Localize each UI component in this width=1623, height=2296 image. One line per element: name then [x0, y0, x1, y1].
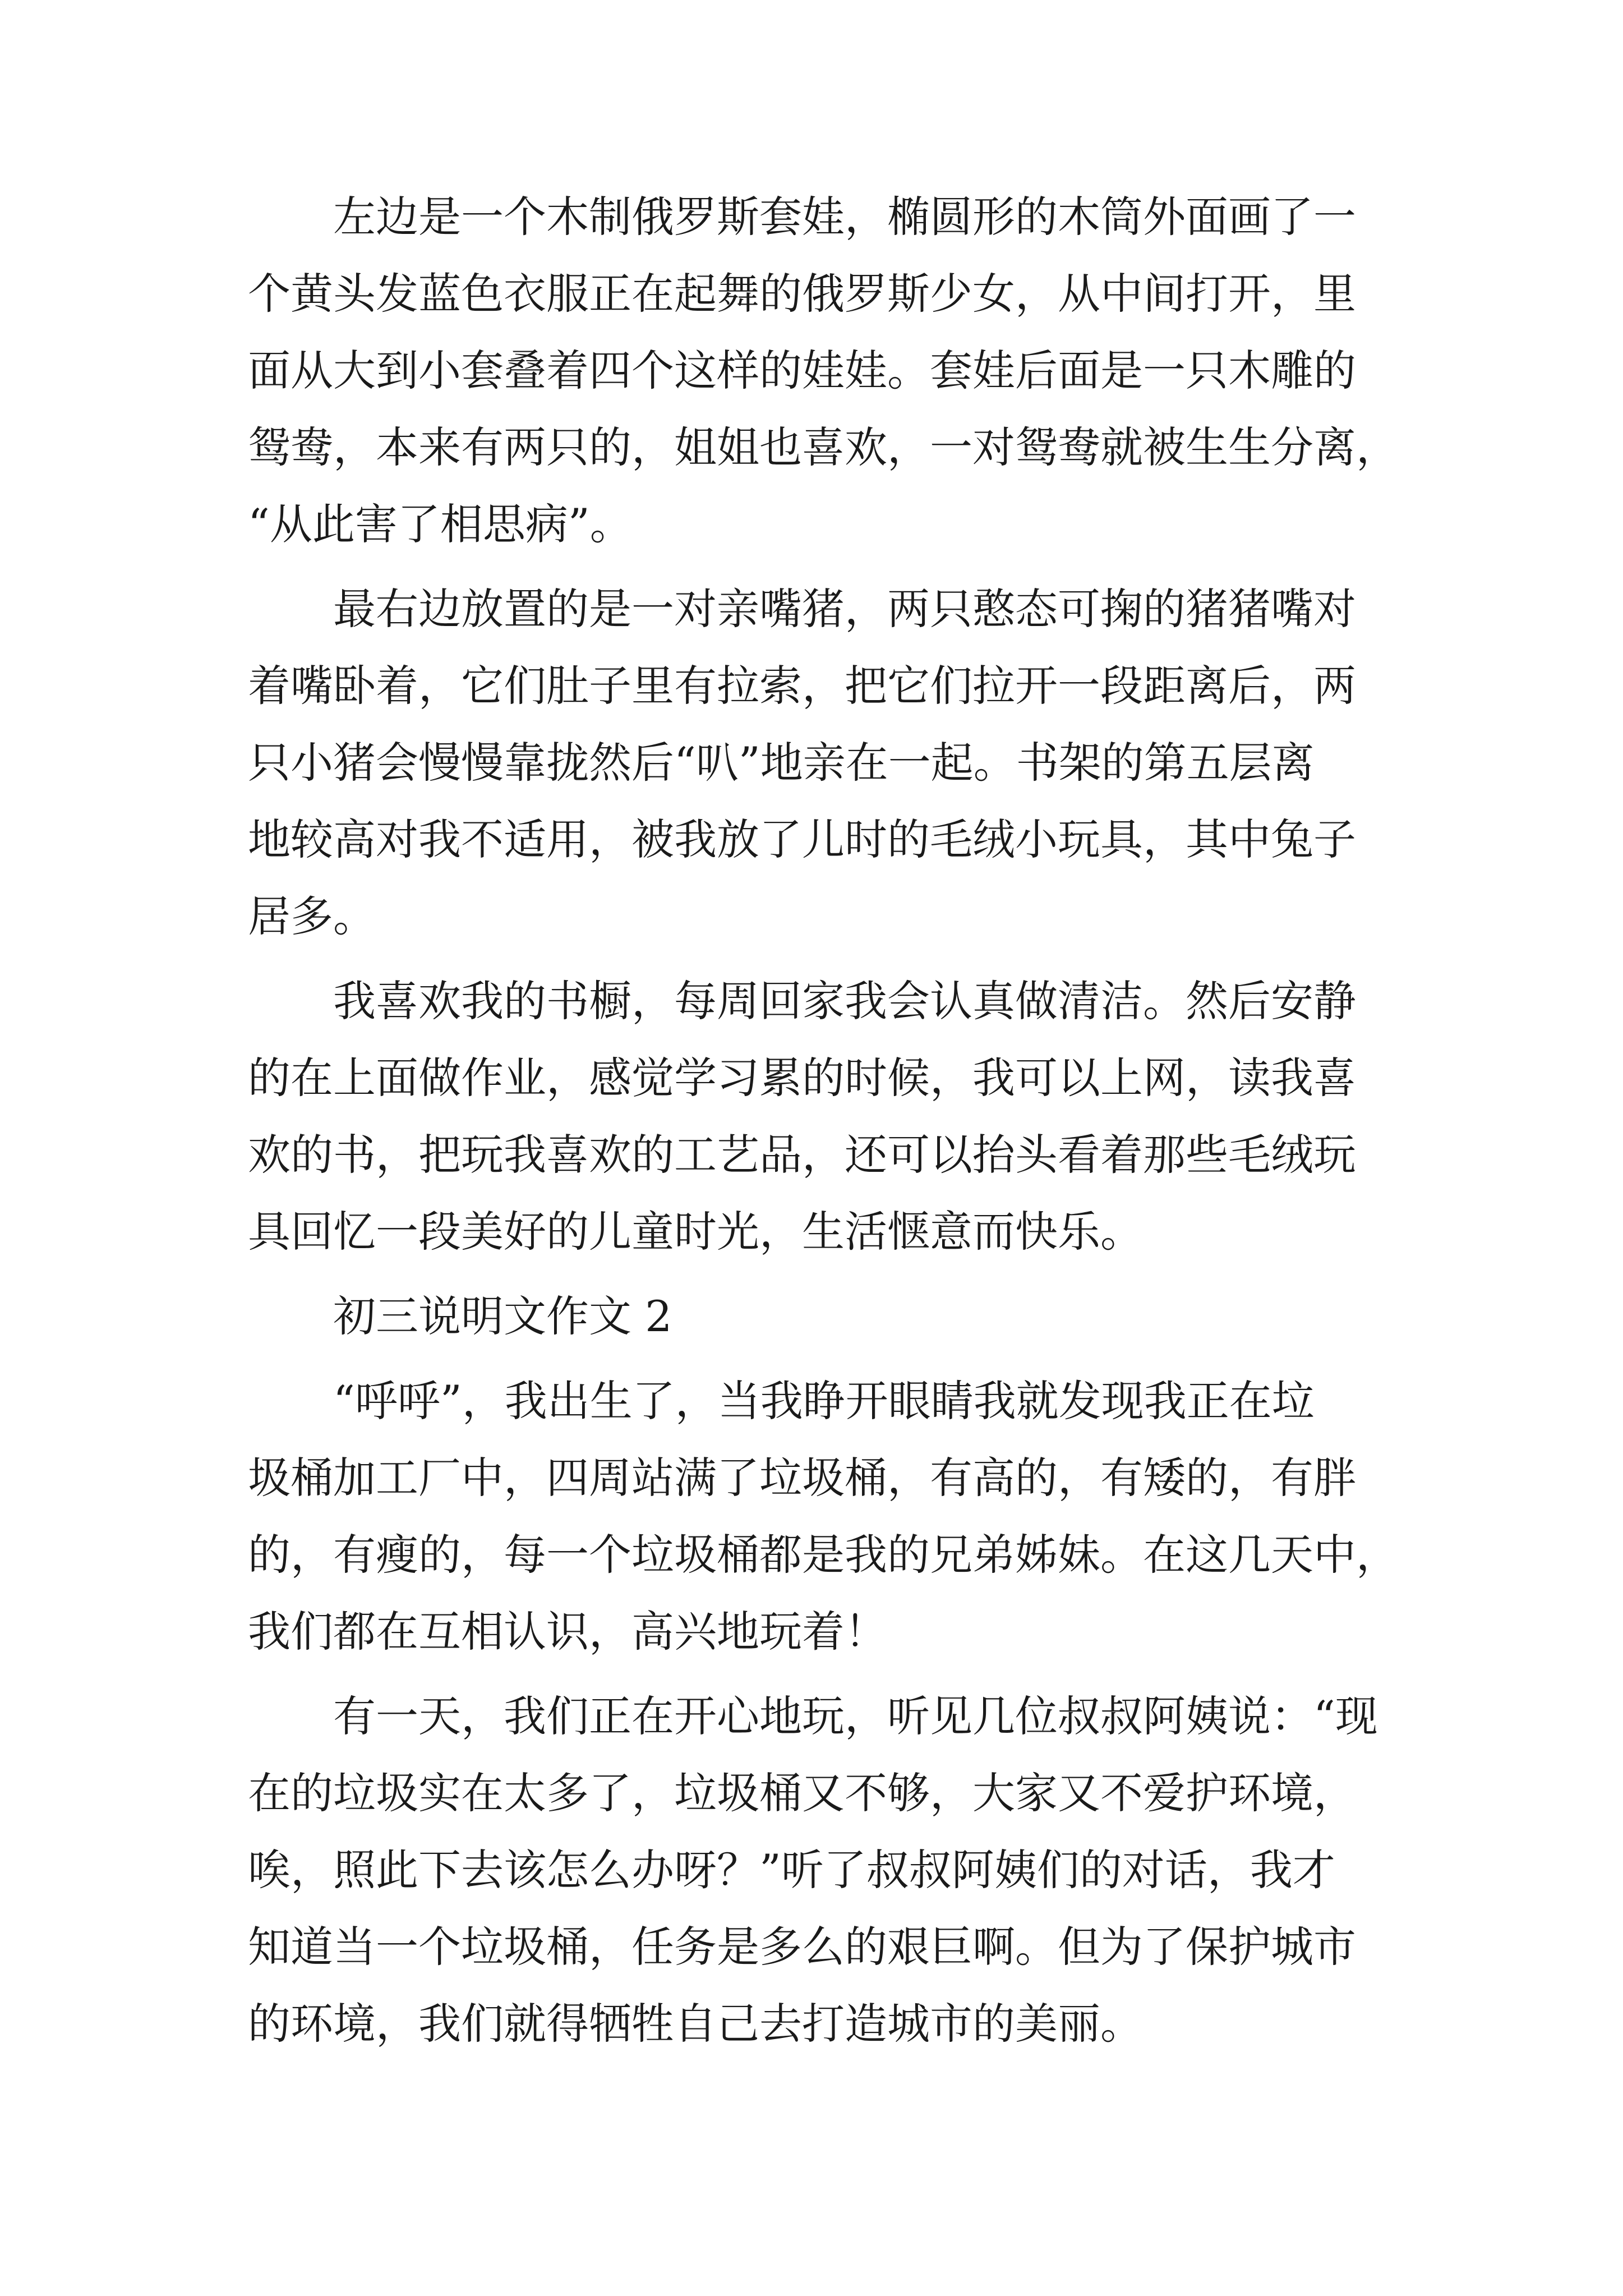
paragraph-4 — [248, 1363, 1399, 1670]
paragraph-2 — [248, 570, 1387, 955]
text-line: 唉，照此下去该怎么办呀？”听了叔叔阿姨们的对话，我才 — [248, 1845, 1335, 1895]
heading-line: 初三说明文作文 2 — [333, 1291, 672, 1341]
text-line: 只小猪会慢慢靠拢然后“叭”地亲在一起。书架的第五层离 — [248, 738, 1315, 788]
text-line: 个黄头发蓝色衣服正在起舞的俄罗斯少女，从中间打开，里 — [248, 269, 1356, 319]
text-line: 的在上面做作业，感觉学习累的时候，我可以上网，读我喜 — [248, 1053, 1356, 1103]
text-line: 知道当一个垃圾桶，任务是多么的艰巨啊。但为了保护城市 — [248, 1922, 1356, 1972]
section-heading — [248, 1278, 1387, 1355]
text-line: 欢的书，把玩我喜欢的工艺品，还可以抬头看着那些毛绒玩 — [248, 1130, 1356, 1180]
text-line: 的环境，我们就得牺牲自己去打造城市的美丽。 — [248, 1999, 1143, 2049]
paragraph-3 — [248, 963, 1387, 1270]
text-line: “从此害了相思病”。 — [248, 499, 633, 549]
text-line: 地较高对我不适用，被我放了儿时的毛绒小玩具，其中兔子 — [248, 815, 1356, 864]
text-line: “呼呼”，我出生了，当我睁开眼睛我就发现我正在垃 — [333, 1376, 1315, 1426]
text-line: 圾桶加工厂中，四周站满了垃圾桶，有高的，有矮的，有胖 — [248, 1453, 1356, 1503]
text-line: 居多。 — [248, 891, 376, 941]
text-line: 着嘴卧着，它们肚子里有拉索，把它们拉开一段距离后，两 — [248, 661, 1356, 711]
paragraph-1 — [248, 178, 1399, 563]
text-line: 具回忆一段美好的儿童时光，生活惬意而快乐。 — [248, 1207, 1143, 1257]
text-line: 面从大到小套叠着四个这样的娃娃。套娃后面是一只木雕的 — [248, 346, 1356, 395]
text-line: 的，有瘦的，每一个垃圾桶都是我的兄弟姊妹。在这几天中， — [248, 1530, 1399, 1580]
text-line: 在的垃圾实在太多了，垃圾桶又不够，大家又不爱护环境， — [248, 1768, 1356, 1818]
paragraph-5 — [248, 1678, 1387, 2062]
text-line: 我喜欢我的书橱，每周回家我会认真做清洁。然后安静 — [333, 976, 1356, 1026]
document-body — [248, 178, 1399, 2062]
text-line: 最右边放置的是一对亲嘴猪，两只憨态可掬的猪猪嘴对 — [333, 584, 1356, 634]
text-line: 左边是一个木制俄罗斯套娃，椭圆形的木筒外面画了一 — [333, 192, 1356, 242]
text-line: 鸳鸯，本来有两只的，姐姐也喜欢，一对鸳鸯就被生生分离， — [248, 422, 1399, 472]
text-line: 有一天，我们正在开心地玩，听见几位叔叔阿姨说：“现 — [333, 1691, 1378, 1741]
text-line: 我们都在互相认识，高兴地玩着！ — [248, 1607, 887, 1657]
